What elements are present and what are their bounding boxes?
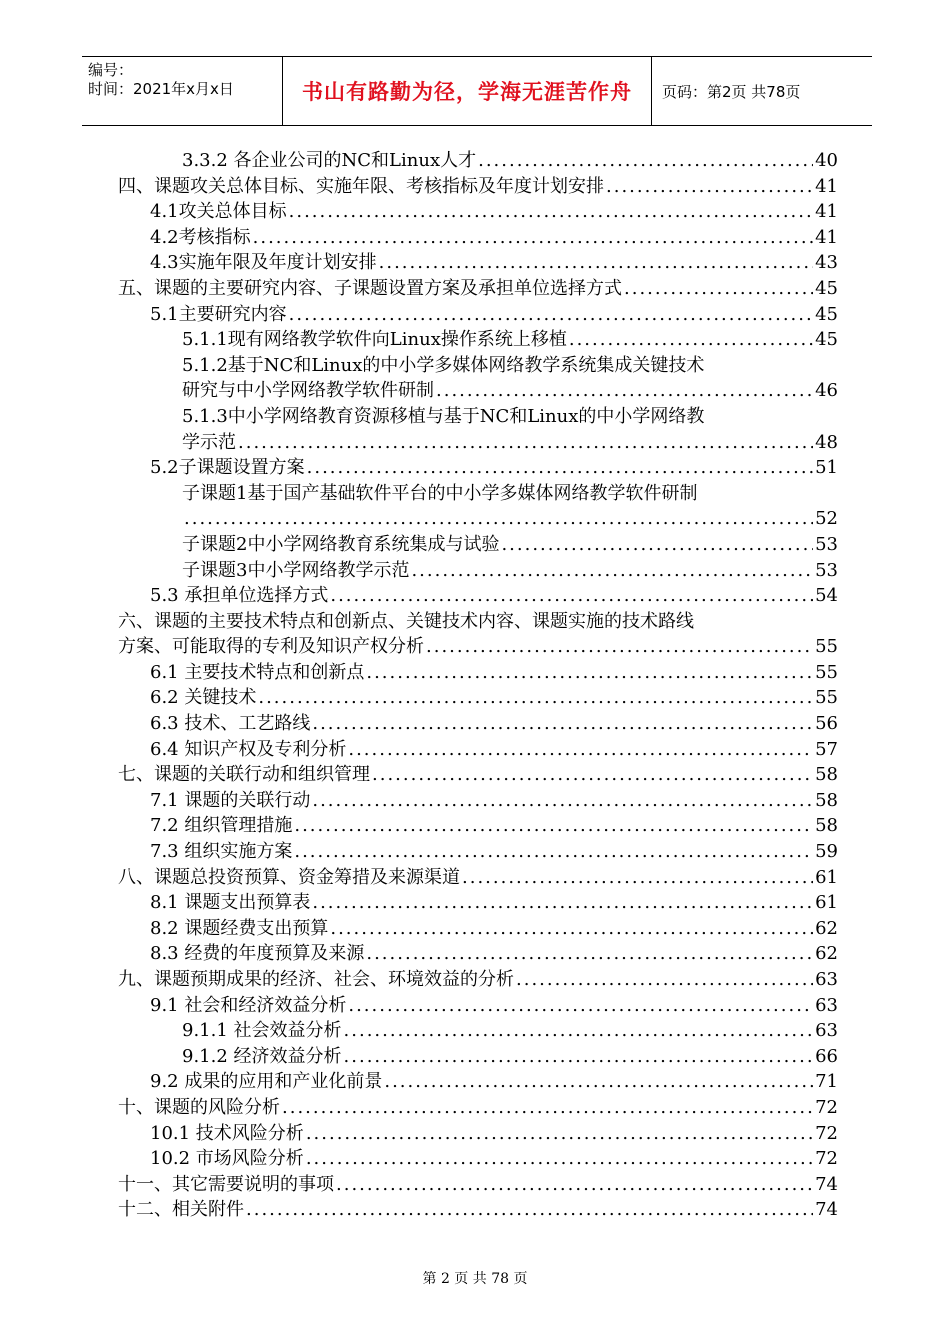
toc-entry-page-number: 63 <box>815 1020 838 1042</box>
toc-entry-title: 十、课题的风险分析 <box>118 1096 280 1118</box>
toc-entry-page-number: 74 <box>815 1199 838 1221</box>
toc-entry-row <box>118 276 838 302</box>
toc-entry-page-number: 41 <box>815 201 838 223</box>
toc-dot-leader <box>330 916 813 942</box>
toc-dot-leader <box>366 941 813 967</box>
toc-dot-leader <box>330 583 813 609</box>
toc-entry-row <box>150 660 838 686</box>
header-motto: 书山有路勤为径，学海无涯苦作舟 <box>282 57 652 125</box>
toc-dot-leader <box>238 430 813 456</box>
toc-entry-row <box>118 865 838 891</box>
toc-entry[interactable] <box>118 481 838 532</box>
toc-entry[interactable] <box>118 558 838 584</box>
toc-entry-title: 5.1主要研究内容 <box>150 303 287 325</box>
toc-entry[interactable] <box>118 455 838 481</box>
toc-entry[interactable] <box>118 865 838 891</box>
toc-entry-row <box>150 737 838 763</box>
toc-entry-page-number: 71 <box>815 1071 838 1093</box>
toc-dot-leader <box>366 660 813 686</box>
toc-entry-page-number: 45 <box>815 303 838 325</box>
toc-entry-title: 9.1 社会和经济效益分析 <box>150 994 347 1016</box>
toc-entry-page-number: 58 <box>815 789 838 811</box>
toc-entry-row <box>150 250 838 276</box>
toc-entry-title: 7.3 组织实施方案 <box>150 841 293 863</box>
toc-entry-title: 研究与中小学网络教学软件研制 <box>182 380 434 402</box>
toc-entry-row <box>182 327 838 353</box>
toc-entry-row <box>118 967 838 993</box>
toc-dot-leader <box>372 762 813 788</box>
toc-entry-title: 十二、相关附件 <box>118 1199 244 1221</box>
toc-entry-title: 四、课题攻关总体目标、实施年限、考核指标及年度计划安排 <box>118 175 604 197</box>
toc-entry-page-number: 59 <box>815 841 838 863</box>
toc-entry-title: 5.3 承担单位选择方式 <box>150 585 329 607</box>
toc-entry-title: 子课题2中小学网络教育系统集成与试验 <box>182 533 500 555</box>
toc-entry-row <box>182 1018 838 1044</box>
toc-entry-title-line1: 5.1.3中小学网络教育资源移植与基于NC和Linux的中小学网络教 <box>182 405 705 427</box>
toc-entry-page-number: 52 <box>815 508 838 530</box>
toc-dot-leader <box>282 1095 813 1121</box>
toc-entry[interactable] <box>118 1146 838 1172</box>
toc-entry-row <box>118 174 838 200</box>
toc-entry[interactable] <box>118 609 838 660</box>
toc-entry[interactable] <box>118 199 838 225</box>
toc-entry-title: 8.3 经费的年度预算及来源 <box>150 943 365 965</box>
toc-entry-title: 6.3 技术、工艺路线 <box>150 713 311 735</box>
toc-dot-leader <box>344 1018 814 1044</box>
toc-entry-title: 十一、其它需要说明的事项 <box>118 1173 334 1195</box>
toc-entry[interactable] <box>118 685 838 711</box>
toc-entry[interactable] <box>118 1121 838 1147</box>
toc-entry-page-number: 54 <box>815 585 838 607</box>
toc-entry-row <box>150 839 838 865</box>
toc-entry-page-number: 46 <box>815 380 838 402</box>
toc-entry-title-line1: 六、课题的主要技术特点和创新点、关键技术内容、课题实施的技术路线 <box>118 610 694 632</box>
toc-entry-page-number: 53 <box>815 533 838 555</box>
toc-entry-title: 8.1 课题支出预算表 <box>150 892 311 914</box>
toc-entry-row <box>150 890 838 916</box>
toc-entry[interactable] <box>118 250 838 276</box>
toc-entry-title: 6.2 关键技术 <box>150 687 257 709</box>
toc-entry-title: 4.3实施年限及年度计划安排 <box>150 252 377 274</box>
toc-entry-page-number: 63 <box>815 969 838 990</box>
toc-dot-leader <box>246 1197 813 1223</box>
toc-entry-title: 6.1 主要技术特点和创新点 <box>150 661 365 683</box>
toc-entry-row <box>182 558 838 584</box>
toc-entry-title: 4.2考核指标 <box>150 226 251 248</box>
toc-entry[interactable] <box>118 302 838 328</box>
toc-entry-row <box>150 1146 838 1172</box>
toc-entry-title: 五、课题的主要研究内容、子课题设置方案及承担单位选择方式 <box>118 277 622 299</box>
table-of-contents <box>118 148 838 1223</box>
toc-entry[interactable] <box>118 660 838 686</box>
toc-entry[interactable] <box>118 788 838 814</box>
toc-entry[interactable] <box>118 327 838 353</box>
toc-entry[interactable] <box>118 148 838 174</box>
toc-entry[interactable] <box>118 353 838 404</box>
toc-entry[interactable] <box>118 404 838 455</box>
toc-entry[interactable] <box>118 225 838 251</box>
toc-dot-leader <box>344 1044 814 1070</box>
toc-entry[interactable] <box>118 532 838 558</box>
toc-entry-row <box>150 302 838 328</box>
toc-entry-row <box>150 1121 838 1147</box>
toc-entry-page-number: 51 <box>815 457 838 479</box>
toc-entry-page-number: 55 <box>815 687 838 709</box>
toc-entry-row <box>150 583 838 609</box>
toc-entry-page-number: 45 <box>815 329 838 351</box>
toc-entry[interactable] <box>118 839 838 865</box>
toc-entry-page-number: 53 <box>815 559 838 581</box>
toc-entry-page-number: 74 <box>815 1173 838 1195</box>
toc-entry-row <box>150 916 838 942</box>
toc-entry-row <box>118 1172 838 1198</box>
toc-dot-leader <box>312 890 813 916</box>
toc-entry-title: 7.2 组织管理措施 <box>150 815 293 837</box>
toc-entry-row <box>150 941 838 967</box>
header-time-label: 时间：2021年x月x日 <box>88 80 234 98</box>
toc-dot-leader <box>294 839 813 865</box>
toc-entry-title: 9.2 成果的应用和产业化前景 <box>150 1071 383 1093</box>
toc-entry[interactable] <box>118 583 838 609</box>
toc-entry-title: 子课题3中小学网络教学示范 <box>182 559 410 581</box>
page-header <box>82 56 872 126</box>
toc-entry-title: 9.1.2 经济效益分析 <box>182 1045 342 1067</box>
toc-entry-row <box>150 225 838 251</box>
toc-dot-leader <box>624 276 813 302</box>
toc-entry-page-number: 58 <box>815 815 838 837</box>
toc-entry-row <box>182 506 838 532</box>
toc-entry[interactable] <box>118 1172 838 1198</box>
toc-entry-page-number: 41 <box>815 226 838 248</box>
toc-dot-leader <box>289 302 813 328</box>
toc-entry-page-number: 43 <box>815 252 838 274</box>
toc-dot-leader <box>306 1146 813 1172</box>
toc-dot-leader <box>336 1172 813 1198</box>
toc-entry[interactable] <box>118 813 838 839</box>
toc-dot-leader <box>253 225 813 251</box>
toc-entry-row <box>150 993 838 1019</box>
toc-entry-title: 七、课题的关联行动和组织管理 <box>118 764 370 786</box>
toc-entry-page-number: 55 <box>815 661 838 683</box>
toc-entry[interactable] <box>118 762 838 788</box>
toc-entry-page-number: 40 <box>815 150 838 171</box>
toc-dot-leader <box>258 685 813 711</box>
toc-dot-leader <box>348 993 813 1019</box>
toc-entry[interactable] <box>118 1018 838 1044</box>
toc-entry-title: 7.1 课题的关联行动 <box>150 789 311 811</box>
toc-entry-page-number: 58 <box>815 764 838 786</box>
toc-entry-page-number: 72 <box>815 1096 838 1118</box>
toc-entry-page-number: 72 <box>815 1122 838 1144</box>
toc-entry-row <box>182 378 838 404</box>
toc-dot-leader <box>462 865 813 891</box>
toc-entry-title: 九、课题预期成果的经济、社会、环境效益的分析 <box>118 969 514 990</box>
toc-entry-row <box>118 634 838 660</box>
toc-entry-title: 9.1.1 社会效益分析 <box>182 1020 342 1042</box>
toc-entry-title-line1: 5.1.2基于NC和Linux的中小学多媒体网络教学系统集成关键技术 <box>182 354 705 376</box>
toc-entry-title: 方案、可能取得的专利及知识产权分析 <box>118 636 424 658</box>
toc-entry-page-number: 61 <box>815 892 838 914</box>
toc-entry-title: 10.1 技术风险分析 <box>150 1122 304 1144</box>
toc-entry[interactable] <box>118 174 838 200</box>
toc-entry-row <box>182 148 838 174</box>
toc-entry[interactable] <box>118 890 838 916</box>
toc-dot-leader <box>307 455 813 481</box>
toc-entry[interactable] <box>118 1069 838 1095</box>
page-footer: 第 2 页 共 78 页 <box>422 1271 528 1287</box>
toc-entry-row <box>182 430 838 456</box>
toc-entry-row <box>182 1044 838 1070</box>
toc-entry-title: 6.4 知识产权及专利分析 <box>150 738 347 760</box>
toc-dot-leader <box>348 737 813 763</box>
toc-entry-title: 八、课题总投资预算、资金筹措及来源渠道 <box>118 866 460 888</box>
toc-dot-leader <box>289 199 813 225</box>
toc-entry-row <box>118 1197 838 1223</box>
toc-entry-row <box>182 532 838 558</box>
toc-entry-row <box>118 1095 838 1121</box>
toc-entry[interactable] <box>118 941 838 967</box>
toc-entry-row <box>150 711 838 737</box>
header-meta <box>82 57 282 125</box>
toc-dot-leader <box>569 327 813 353</box>
toc-entry-page-number: 62 <box>815 943 838 965</box>
toc-entry-page-number: 48 <box>815 431 838 453</box>
toc-entry-page-number: 41 <box>815 175 838 197</box>
header-page-info: 页码：第2页 共78页 <box>662 82 801 101</box>
toc-entry-row <box>150 199 838 225</box>
toc-entry[interactable] <box>118 1044 838 1070</box>
toc-entry-page-number: 66 <box>815 1045 838 1067</box>
toc-entry-page-number: 55 <box>815 636 838 658</box>
toc-entry-row <box>150 685 838 711</box>
toc-entry[interactable] <box>118 1197 838 1223</box>
toc-entry-page-number: 45 <box>815 277 838 299</box>
toc-entry-page-number: 63 <box>815 994 838 1016</box>
toc-entry[interactable] <box>118 967 838 993</box>
toc-dot-leader <box>436 378 813 404</box>
toc-entry[interactable] <box>118 1095 838 1121</box>
toc-dot-leader <box>478 148 813 174</box>
toc-entry-page-number: 57 <box>815 738 838 760</box>
toc-entry-page-number: 56 <box>815 713 838 735</box>
toc-entry-title: 4.1攻关总体目标 <box>150 201 287 223</box>
toc-entry-title: 学示范 <box>182 431 236 453</box>
toc-dot-leader <box>516 967 813 993</box>
toc-dot-leader <box>312 788 813 814</box>
toc-entry[interactable] <box>118 737 838 763</box>
toc-dot-leader <box>426 634 813 660</box>
toc-entry-title: 5.1.1现有网络教学软件向Linux操作系统上移植 <box>182 329 567 351</box>
toc-entry-title: 3.3.2 各企业公司的NC和Linux人才 <box>182 150 477 171</box>
toc-dot-leader <box>306 1121 813 1147</box>
toc-entry-title-line1: 子课题1基于国产基础软件平台的中小学多媒体网络教学软件研制 <box>182 482 698 504</box>
toc-dot-leader <box>184 506 813 532</box>
toc-entry-row <box>150 455 838 481</box>
toc-entry[interactable] <box>118 276 838 302</box>
toc-dot-leader <box>379 250 813 276</box>
toc-entry[interactable] <box>118 993 838 1019</box>
toc-entry-page-number: 72 <box>815 1148 838 1170</box>
toc-entry-row <box>150 1069 838 1095</box>
toc-entry[interactable] <box>118 916 838 942</box>
toc-entry-row <box>118 762 838 788</box>
toc-entry-page-number: 61 <box>815 866 838 888</box>
toc-dot-leader <box>411 558 813 584</box>
toc-dot-leader <box>384 1069 813 1095</box>
toc-entry-page-number: 62 <box>815 917 838 939</box>
toc-entry[interactable] <box>118 711 838 737</box>
toc-dot-leader <box>294 813 813 839</box>
toc-entry-row <box>150 788 838 814</box>
toc-entry-row <box>150 813 838 839</box>
toc-entry-title: 5.2子课题设置方案 <box>150 457 305 479</box>
toc-dot-leader <box>501 532 813 558</box>
toc-entry-title: 8.2 课题经费支出预算 <box>150 917 329 939</box>
toc-dot-leader <box>312 711 813 737</box>
header-number-label: 编号： <box>88 61 134 79</box>
toc-dot-leader <box>606 174 813 200</box>
toc-entry-title: 10.2 市场风险分析 <box>150 1148 304 1170</box>
